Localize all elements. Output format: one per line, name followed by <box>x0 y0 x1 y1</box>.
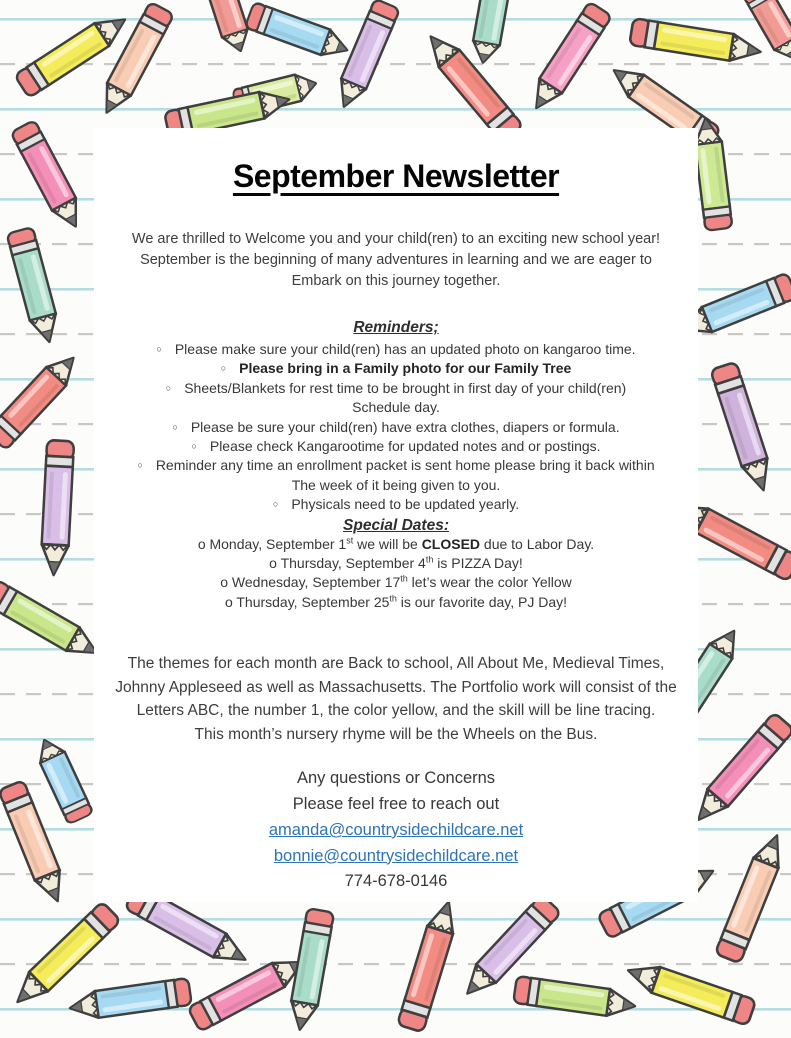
bullet-circle-icon: ○ <box>172 421 178 432</box>
special-dates-heading: Special Dates: <box>343 516 449 534</box>
bullet-circle-icon: ○ <box>220 363 227 374</box>
contact-questions-line: Any questions or Concerns <box>296 769 496 788</box>
reminder-item: ○ Please make sure your child(ren) has an updated photo on kangaroo time. <box>156 341 636 357</box>
special-dates-list <box>94 535 698 613</box>
newsletter-content <box>94 128 698 895</box>
themes-paragraph: The themes for each month are Back to school, All About Me, Medieval Times, Johnny Appleseed as well as Massachusetts. The Portfolio work will consist of the Letters ABC, the number 1, the color yellow, and the skill will be line tracing. This month’s nursery rhyme will be the Wheels on the Bus. <box>115 655 677 743</box>
contact-section <box>94 766 698 895</box>
bullet-circle-icon: ○ <box>156 344 162 354</box>
bullet-circle-icon: ○ <box>191 441 197 452</box>
bullet-circle-icon: ○ <box>137 460 143 471</box>
special-date-item: o Wednesday, September 17th let’s wear the color Yellow <box>220 573 572 591</box>
special-date-item: o Thursday, September 4th is PIZZA Day! <box>269 554 523 572</box>
email-link-bonnie[interactable]: bonnie@countrysidechildcare.net <box>273 846 519 865</box>
special-date-item: o Monday, September 1st we will be CLOSED due to Labor Day. <box>197 535 595 552</box>
reminder-item: ○ Please check Kangarootime for updated notes and or postings. <box>191 438 601 455</box>
contact-reachout-line: Please feel free to reach out <box>292 795 500 814</box>
reminder-item: ○ Reminder any time an enrollment packet is sent home please bring it back within The week of it being given to you. <box>137 457 655 493</box>
reminders-heading: Reminders; <box>353 319 439 336</box>
reminder-item: ○ Physicals need to be updated yearly. <box>272 496 520 513</box>
reminder-item: ○ Please be sure your child(ren) have extra clothes, diapers or formula. <box>172 418 620 435</box>
bullet-circle-icon: ○ <box>165 382 172 393</box>
bullet-circle-icon: ○ <box>272 499 279 510</box>
reminders-list <box>94 340 698 515</box>
intro-paragraph: We are thrilled to Welcome you and your child(ren) to an exciting new school year! September is the beginning of many adventures in learning and we are eager to Embark on this journey together. <box>131 231 661 289</box>
phone-number: 774-678-0146 <box>344 872 448 891</box>
email-link-amanda[interactable]: amanda@countrysidechildcare.net <box>268 820 524 839</box>
reminder-item: ○ Please bring in a Family photo for our Family Tree <box>220 360 572 377</box>
newsletter-title: September Newsletter <box>232 158 560 194</box>
special-date-item: o Thursday, September 25th is our favorite day, PJ Day! <box>224 593 568 610</box>
reminder-item: ○ Sheets/Blankets for rest time to be brought in first day of your child(ren) Schedule day. <box>165 379 627 416</box>
